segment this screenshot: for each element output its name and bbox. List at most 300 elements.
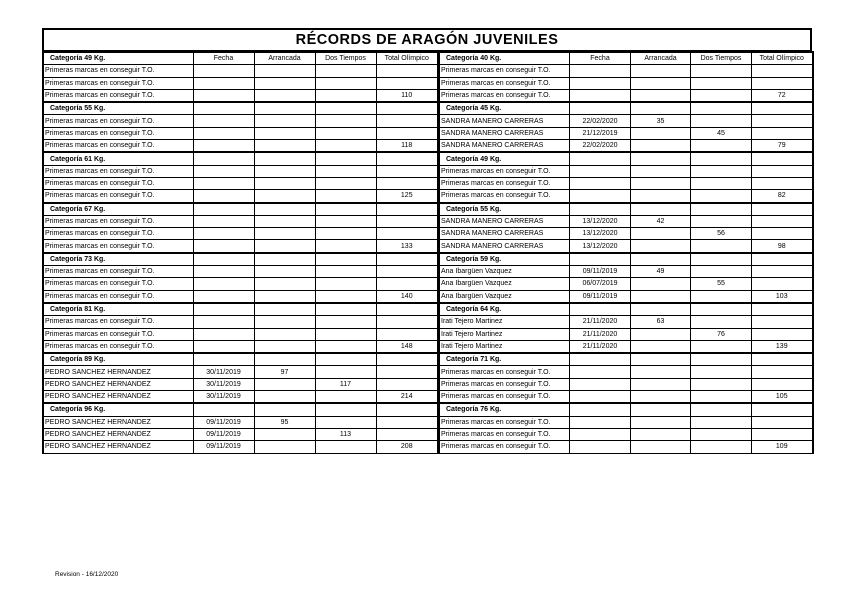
table-row [440,340,813,353]
clean-jerk-cell [691,190,752,203]
snatch-cell [631,190,691,203]
column-header [570,203,631,216]
table-row [43,266,438,278]
clean-jerk-cell [315,228,376,240]
athlete-cell: PEDRO SANCHEZ HERNANDEZ [43,378,193,390]
records-table-left [42,51,439,454]
athlete-cell: PEDRO SANCHEZ HERNANDEZ [43,441,193,453]
clean-jerk-cell [691,65,752,77]
total-cell [752,416,813,428]
clean-jerk-cell [315,391,376,404]
clean-jerk-cell [315,65,376,77]
clean-jerk-cell [691,428,752,440]
category-label: Categoría 59 Kg. [440,253,570,266]
table-row [440,441,813,453]
snatch-cell [254,89,315,102]
column-header [631,403,691,416]
snatch-cell [631,89,691,102]
column-header [570,403,631,416]
table-row [440,89,813,102]
athlete-cell: Primeras marcas en conseguir T.O. [43,127,193,139]
column-header: Fecha [193,52,254,65]
column-header [315,203,376,216]
column-header [570,152,631,165]
athlete-cell: Primeras marcas en conseguir T.O. [440,77,570,89]
clean-jerk-cell [315,316,376,328]
table-row [43,190,438,203]
athlete-cell: Primeras marcas en conseguir T.O. [440,441,570,453]
date-cell: 09/11/2019 [570,266,631,278]
total-cell [752,77,813,89]
column-header [631,152,691,165]
column-header [691,303,752,316]
athlete-cell: Primeras marcas en conseguir T.O. [440,65,570,77]
date-cell [193,240,254,253]
clean-jerk-cell [691,89,752,102]
snatch-cell [254,316,315,328]
snatch-cell [631,240,691,253]
category-header-row [440,102,813,115]
category-header-row [43,102,438,115]
clean-jerk-cell [315,165,376,177]
snatch-cell [254,340,315,353]
date-cell: 09/11/2019 [193,428,254,440]
table-row [440,240,813,253]
column-header [691,353,752,366]
date-cell [570,65,631,77]
category-header-row [440,52,813,65]
category-header-row [43,253,438,266]
date-cell [193,89,254,102]
column-header [376,203,438,216]
snatch-cell [254,266,315,278]
column-header: Total Olímpico [752,52,813,65]
athlete-cell: Ana Ibargüen Vazquez [440,266,570,278]
clean-jerk-cell [315,127,376,139]
date-cell [193,290,254,303]
category-header-row [43,203,438,216]
athlete-cell: Primeras marcas en conseguir T.O. [440,391,570,404]
total-cell [752,278,813,290]
athlete-cell: PEDRO SANCHEZ HERNANDEZ [43,391,193,404]
athlete-cell: Primeras marcas en conseguir T.O. [43,77,193,89]
athlete-cell: Primeras marcas en conseguir T.O. [440,416,570,428]
total-cell [376,266,438,278]
total-cell [752,266,813,278]
clean-jerk-cell [315,177,376,189]
date-cell [570,441,631,453]
snatch-cell [254,165,315,177]
page-title: RÉCORDS DE ARAGÓN JUVENILES [42,28,812,51]
category-label: Categoría 71 Kg. [440,353,570,366]
category-header-row [43,152,438,165]
column-header [315,102,376,115]
snatch-cell [254,77,315,89]
date-cell [570,416,631,428]
date-cell [193,177,254,189]
table-row [43,316,438,328]
date-cell [193,65,254,77]
date-cell [570,190,631,203]
column-header [376,152,438,165]
table-row [43,65,438,77]
table-row [440,65,813,77]
snatch-cell [631,428,691,440]
snatch-cell [631,340,691,353]
table-row [43,140,438,153]
clean-jerk-cell [315,190,376,203]
date-cell [193,127,254,139]
total-cell [752,165,813,177]
clean-jerk-cell [315,416,376,428]
column-header [193,403,254,416]
athlete-cell: Primeras marcas en conseguir T.O. [43,190,193,203]
clean-jerk-cell [315,215,376,227]
column-header [570,353,631,366]
total-cell [752,428,813,440]
column-header [376,353,438,366]
date-cell: 21/11/2020 [570,328,631,340]
column-header [193,102,254,115]
snatch-cell [254,127,315,139]
clean-jerk-cell [315,140,376,153]
table-row [440,278,813,290]
snatch-cell [254,140,315,153]
athlete-cell: Primeras marcas en conseguir T.O. [43,177,193,189]
column-header [691,152,752,165]
column-header [376,303,438,316]
snatch-cell [254,378,315,390]
snatch-cell [631,391,691,404]
clean-jerk-cell: 45 [691,127,752,139]
clean-jerk-cell [691,177,752,189]
column-header [631,303,691,316]
category-label: Categoría 64 Kg. [440,303,570,316]
athlete-cell: Irati Tejero Martinez [440,340,570,353]
clean-jerk-cell [315,290,376,303]
table-row [440,127,813,139]
date-cell: 30/11/2019 [193,366,254,378]
category-label: Categoría 61 Kg. [43,152,193,165]
total-cell: 98 [752,240,813,253]
snatch-cell [254,278,315,290]
table-row [43,278,438,290]
column-header [254,152,315,165]
date-cell: 09/11/2019 [193,441,254,453]
total-cell [752,316,813,328]
table-row [440,366,813,378]
snatch-cell [254,391,315,404]
athlete-cell: Primeras marcas en conseguir T.O. [43,240,193,253]
table-row [43,391,438,404]
column-header [691,102,752,115]
total-cell [376,378,438,390]
snatch-cell [631,177,691,189]
column-header [315,253,376,266]
column-header [570,102,631,115]
clean-jerk-cell [691,366,752,378]
snatch-cell [631,366,691,378]
column-header [376,102,438,115]
date-cell: 09/11/2019 [570,290,631,303]
clean-jerk-cell [691,290,752,303]
category-header-row [43,52,438,65]
records-sheet [42,28,812,454]
category-header-row [440,253,813,266]
clean-jerk-cell [315,266,376,278]
athlete-cell: Primeras marcas en conseguir T.O. [43,215,193,227]
category-label: Categoría 55 Kg. [43,102,193,115]
clean-jerk-cell: 113 [315,428,376,440]
athlete-cell: PEDRO SANCHEZ HERNANDEZ [43,428,193,440]
athlete-cell: Ana Ibargüen Vazquez [440,290,570,303]
snatch-cell [631,328,691,340]
total-cell [376,428,438,440]
athlete-cell: SANDRA MANERO CARRERAS [440,228,570,240]
column-header: Arrancada [254,52,315,65]
table-row [43,428,438,440]
column-header [315,353,376,366]
date-cell: 21/11/2020 [570,316,631,328]
athlete-cell: PEDRO SANCHEZ HERNANDEZ [43,366,193,378]
clean-jerk-cell [315,89,376,102]
total-cell: 79 [752,140,813,153]
snatch-cell [631,77,691,89]
table-row [440,290,813,303]
date-cell [193,115,254,127]
date-cell [570,391,631,404]
snatch-cell [254,215,315,227]
clean-jerk-cell: 56 [691,228,752,240]
date-cell: 06/07/2019 [570,278,631,290]
total-cell: 140 [376,290,438,303]
snatch-cell [631,416,691,428]
table-row [440,140,813,153]
column-header [254,303,315,316]
total-cell: 72 [752,89,813,102]
table-row [43,366,438,378]
table-row [43,378,438,390]
total-cell: 109 [752,441,813,453]
column-header: Arrancada [631,52,691,65]
table-row [43,127,438,139]
table-row [43,416,438,428]
column-header: Total Olímpico [376,52,438,65]
column-header [254,403,315,416]
total-cell: 148 [376,340,438,353]
table-row [440,228,813,240]
total-cell: 105 [752,391,813,404]
table-row [43,165,438,177]
category-label: Categoría 40 Kg. [440,52,570,65]
date-cell [570,89,631,102]
athlete-cell: Primeras marcas en conseguir T.O. [440,366,570,378]
date-cell [570,177,631,189]
clean-jerk-cell [691,115,752,127]
column-header [193,303,254,316]
athlete-cell: PEDRO SANCHEZ HERNANDEZ [43,416,193,428]
table-row [440,428,813,440]
clean-jerk-cell: 76 [691,328,752,340]
table-row [440,328,813,340]
table-row [440,115,813,127]
category-label: Categoría 67 Kg. [43,203,193,216]
total-cell [752,215,813,227]
total-cell [752,378,813,390]
column-header [193,203,254,216]
date-cell [193,165,254,177]
date-cell [193,228,254,240]
date-cell [193,266,254,278]
athlete-cell: Ana Ibargüen Vazquez [440,278,570,290]
athlete-cell: SANDRA MANERO CARRERAS [440,140,570,153]
table-row [440,77,813,89]
column-header [631,353,691,366]
column-header [752,303,813,316]
category-header-row [440,403,813,416]
clean-jerk-cell [315,240,376,253]
date-cell: 09/11/2019 [193,416,254,428]
column-header [691,403,752,416]
date-cell: 13/12/2020 [570,215,631,227]
snatch-cell [631,127,691,139]
athlete-cell: Irati Tejero Martinez [440,316,570,328]
column-header [752,353,813,366]
date-cell [193,140,254,153]
column-header [631,253,691,266]
table-row [440,378,813,390]
athlete-cell: SANDRA MANERO CARRERAS [440,215,570,227]
clean-jerk-cell [315,340,376,353]
column-header [691,203,752,216]
clean-jerk-cell [691,391,752,404]
column-header [570,303,631,316]
snatch-cell: 42 [631,215,691,227]
athlete-cell: Primeras marcas en conseguir T.O. [440,177,570,189]
table-row [440,391,813,404]
date-cell [193,190,254,203]
snatch-cell [254,177,315,189]
total-cell: 214 [376,391,438,404]
column-header [631,102,691,115]
total-cell [752,366,813,378]
total-cell [752,65,813,77]
date-cell [193,316,254,328]
athlete-cell: Primeras marcas en conseguir T.O. [43,316,193,328]
column-header [254,253,315,266]
category-header-row [440,353,813,366]
snatch-cell [254,115,315,127]
clean-jerk-cell [691,316,752,328]
date-cell: 22/02/2020 [570,115,631,127]
column-header [193,253,254,266]
total-cell [752,177,813,189]
athlete-cell: Primeras marcas en conseguir T.O. [440,428,570,440]
column-header: Dos Tiempos [315,52,376,65]
date-cell [570,165,631,177]
category-header-row [440,303,813,316]
column-header: Fecha [570,52,631,65]
athlete-cell: Primeras marcas en conseguir T.O. [43,140,193,153]
date-cell [193,77,254,89]
athlete-cell: Primeras marcas en conseguir T.O. [43,328,193,340]
total-cell [752,127,813,139]
date-cell: 13/12/2020 [570,240,631,253]
athlete-cell: Primeras marcas en conseguir T.O. [43,278,193,290]
table-row [440,266,813,278]
total-cell [376,416,438,428]
snatch-cell [631,165,691,177]
snatch-cell: 63 [631,316,691,328]
date-cell [193,278,254,290]
column-header [254,203,315,216]
category-label: Categoría 55 Kg. [440,203,570,216]
snatch-cell: 35 [631,115,691,127]
total-cell [376,127,438,139]
date-cell [193,340,254,353]
column-header [254,353,315,366]
athlete-cell: Primeras marcas en conseguir T.O. [43,266,193,278]
athlete-cell: Primeras marcas en conseguir T.O. [43,228,193,240]
table-row [43,89,438,102]
total-cell: 103 [752,290,813,303]
athlete-cell: Primeras marcas en conseguir T.O. [43,89,193,102]
snatch-cell [254,240,315,253]
clean-jerk-cell [691,266,752,278]
column-header [193,353,254,366]
athlete-cell: Primeras marcas en conseguir T.O. [43,165,193,177]
athlete-cell: Primeras marcas en conseguir T.O. [440,165,570,177]
athlete-cell: Primeras marcas en conseguir T.O. [43,115,193,127]
date-cell [570,378,631,390]
snatch-cell [631,228,691,240]
total-cell [376,65,438,77]
column-header [691,253,752,266]
column-header [315,403,376,416]
athlete-cell: Primeras marcas en conseguir T.O. [440,89,570,102]
clean-jerk-cell [691,441,752,453]
total-cell [376,366,438,378]
total-cell: 139 [752,340,813,353]
snatch-cell [631,441,691,453]
total-cell: 125 [376,190,438,203]
category-label: Categoría 49 Kg. [43,52,193,65]
clean-jerk-cell [315,441,376,453]
athlete-cell: Irati Tejero Martinez [440,328,570,340]
total-cell [376,115,438,127]
table-row [43,177,438,189]
clean-jerk-cell: 55 [691,278,752,290]
category-label: Categoría 96 Kg. [43,403,193,416]
snatch-cell: 49 [631,266,691,278]
date-cell: 13/12/2020 [570,228,631,240]
table-row [440,165,813,177]
table-row [43,215,438,227]
athlete-cell: Primeras marcas en conseguir T.O. [440,190,570,203]
table-row [43,240,438,253]
date-cell [570,366,631,378]
table-row [43,290,438,303]
category-label: Categoría 45 Kg. [440,102,570,115]
total-cell [376,177,438,189]
clean-jerk-cell [691,165,752,177]
total-cell [752,115,813,127]
athlete-cell: Primeras marcas en conseguir T.O. [43,290,193,303]
clean-jerk-cell [691,378,752,390]
date-cell [193,215,254,227]
snatch-cell [631,65,691,77]
date-cell: 22/02/2020 [570,140,631,153]
